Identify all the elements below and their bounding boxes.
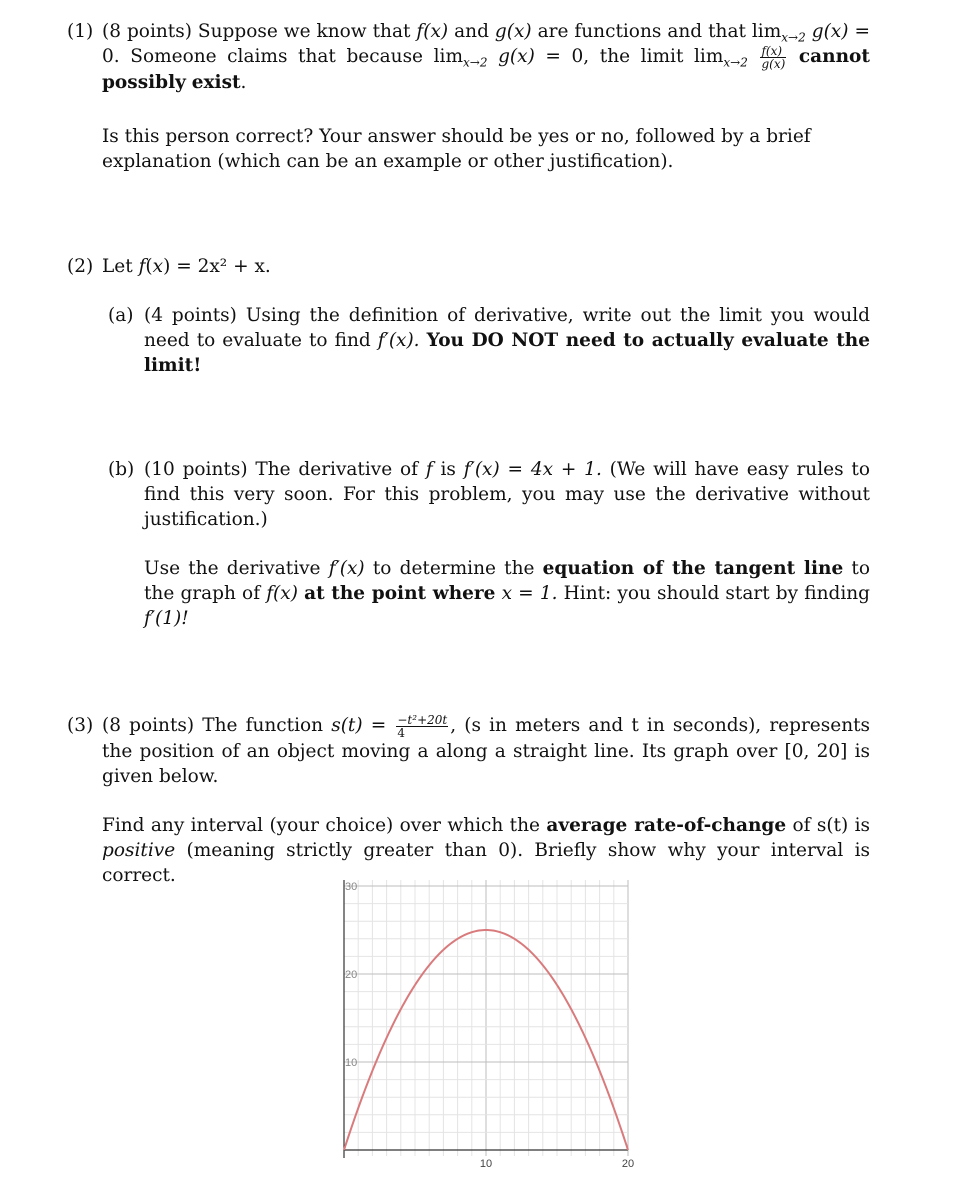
q2b-label: (b): [108, 459, 135, 480]
position-graph: [330, 878, 640, 1178]
q2b-text: (10 points) The derivative of f is f′(x) = 4x + 1. (We will have easy rules to find this very soon. For this problem, you may use the derivative without justification.): [144, 459, 870, 530]
q1-number: (1): [67, 21, 94, 42]
q3-number: (3): [67, 715, 94, 736]
q1-instructions: Is this person correct? Your answer should be yes or no, followed by a brief explanation (which can be an example or other justification).: [102, 126, 811, 172]
q3-text: (8 points) The function s(t) = $\frac{\text{−t²+20t}}{4}$ , (s in meters and t in seconds), represents the position of an object moving a along a straight line. Its graph over [0, 20] is given below.: [102, 712, 871, 787]
x-tick-label: 10: [479, 1158, 493, 1170]
q2-definition: Let f(x) = 2x² + x.: [102, 256, 271, 277]
q2a-label: (a): [108, 305, 134, 326]
y-tick-label: 30: [345, 881, 358, 893]
q3-fraction: $\frac{\text{−t²+20t}}{4}$: [397, 712, 448, 740]
q2-number: (2): [67, 256, 94, 277]
x-tick-label: 20: [621, 1158, 635, 1170]
q2a-bold-note: You DO NOT need to actually evaluate the limit!: [144, 330, 871, 376]
q3-task: Find any interval (your choice) over which the average rate-of-change of s(t) is positive (meaning strictly greater than 0). Briefly show why your interval is correct.: [102, 815, 870, 886]
q2b-task: Use the derivative f′(x) to determine the equation of the tangent line to the graph of f(x) at the point where x = 1. Hint: you should start by finding f′(1)!: [144, 558, 871, 629]
q1-fraction: $\frac{f(x)}{g(x)}$: [761, 43, 786, 71]
y-tick-label: 10: [345, 1057, 358, 1069]
chart-grid: [344, 880, 628, 1156]
q1-text: (8 points) Suppose we know that f(x) and g(x) are functions and that $\lim_{x\to 2} g(x) = 0$. Someone claims that because $\lim_{x\to 2} g(x) = 0$, the limit $\lim_{x\to 2}$ $\frac{f(x)}{g(x)}$ cannot possibly exist.: [102, 21, 870, 93]
y-tick-label: 20: [345, 969, 358, 981]
q1-bold-claim: cannot possibly: [102, 46, 870, 93]
q2a-text: (4 points) Using the definition of derivative, write out the limit you would need to evaluate to find f′(x). You DO NOT need to actually evaluate the limit!: [144, 305, 871, 376]
q1-points: (8 points): [102, 21, 192, 42]
chart-ticks: [345, 881, 634, 1170]
